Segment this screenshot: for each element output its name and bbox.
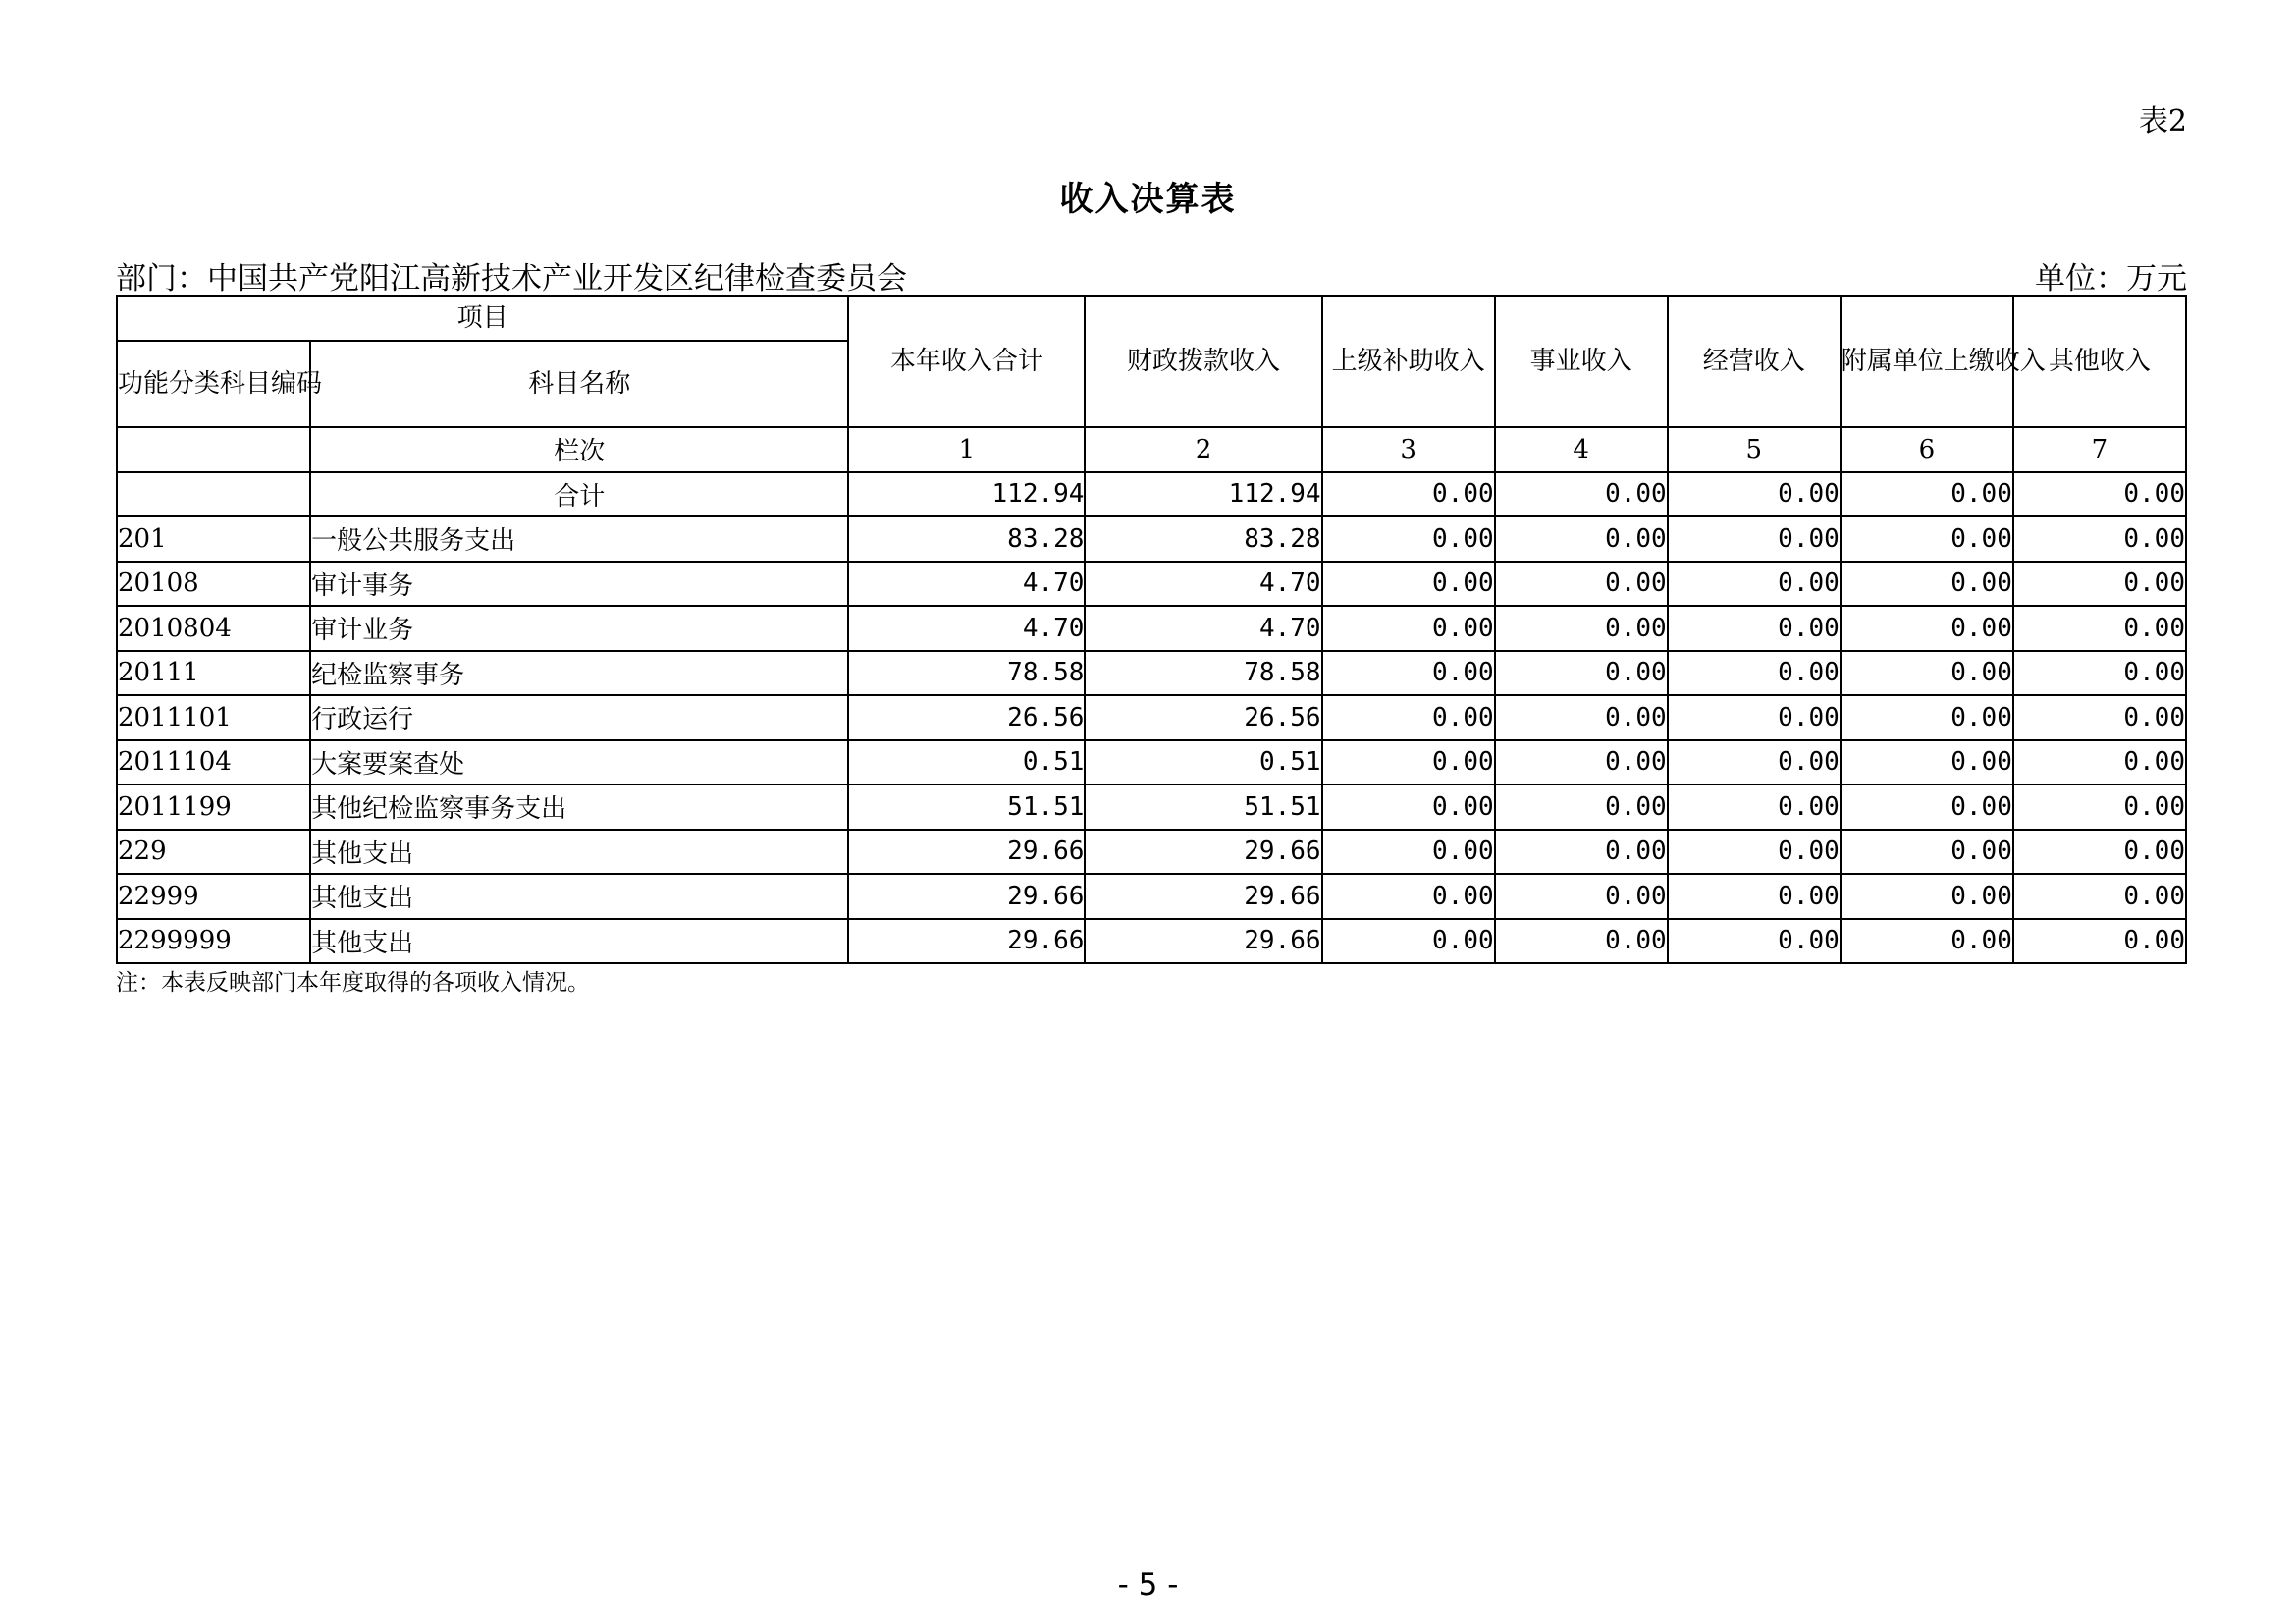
index-cell: 2 [1085,427,1321,472]
row-value: 0.00 [1495,695,1668,740]
row-name: 行政运行 [310,695,848,740]
row-value: 0.00 [1841,562,2013,607]
row-value: 0.00 [1668,830,1841,875]
row-value: 0.00 [1668,695,1841,740]
row-value: 0.00 [1322,919,1495,964]
row-value: 0.00 [2013,874,2186,919]
table-row [117,695,2186,740]
row-value: 0.00 [1322,606,1495,651]
row-value: 0.00 [1322,830,1495,875]
total-value: 0.00 [1322,472,1495,517]
header-col-1: 本年收入合计 [848,296,1085,427]
row-value: 0.00 [1495,740,1668,785]
header-col-3: 上级补助收入 [1322,296,1495,427]
index-label: 栏次 [310,427,848,472]
row-value: 0.00 [1668,874,1841,919]
row-value: 0.00 [1668,516,1841,562]
index-cell: 7 [2013,427,2186,472]
index-cell: 3 [1322,427,1495,472]
table-row [117,516,2186,562]
row-value: 0.00 [1322,740,1495,785]
table-row [117,785,2186,830]
index-cell: 4 [1495,427,1668,472]
column-index-row [117,427,2186,472]
row-value: 0.00 [1495,651,1668,696]
table-note: 注：本表反映部门本年度取得的各项收入情况。 [116,970,590,996]
row-name: 其他支出 [310,830,848,875]
row-code: 22999 [117,874,310,919]
row-value: 0.00 [1322,562,1495,607]
index-code-cell [117,427,310,472]
row-name: 其他纪检监察事务支出 [310,785,848,830]
row-value: 0.00 [1322,785,1495,830]
row-value: 0.00 [1495,874,1668,919]
total-value: 0.00 [2013,472,2186,517]
table-row [117,562,2186,607]
row-value: 0.00 [1495,516,1668,562]
row-name: 其他支出 [310,919,848,964]
row-value: 4.70 [848,606,1085,651]
row-value: 0.00 [1841,516,2013,562]
row-value: 0.00 [1841,785,2013,830]
row-code: 2011101 [117,695,310,740]
total-value: 0.00 [1668,472,1841,517]
row-value: 0.00 [1668,740,1841,785]
row-value: 0.51 [848,740,1085,785]
total-label: 合计 [310,472,848,517]
table-row [117,919,2186,964]
page-number: - 5 - [1117,1567,1179,1602]
row-value: 0.00 [1841,606,2013,651]
row-name: 一般公共服务支出 [310,516,848,562]
header-name: 科目名称 [310,341,848,427]
row-value: 26.56 [848,695,1085,740]
row-code: 20108 [117,562,310,607]
total-value: 112.94 [1085,472,1321,517]
row-value: 0.00 [1668,919,1841,964]
header-col-7: 其他收入 [2013,296,2186,427]
row-value: 0.00 [1668,606,1841,651]
row-name: 大案要案查处 [310,740,848,785]
row-value: 0.00 [1322,874,1495,919]
row-value: 0.00 [2013,695,2186,740]
header-col-2: 财政拨款收入 [1085,296,1321,427]
row-value: 4.70 [848,562,1085,607]
table-row [117,651,2186,696]
total-value: 0.00 [1495,472,1668,517]
row-name: 审计事务 [310,562,848,607]
row-value: 0.00 [2013,651,2186,696]
header-code: 功能分类科目编码 [117,341,310,427]
row-value: 0.00 [1668,785,1841,830]
row-value: 0.00 [1841,740,2013,785]
table-row [117,830,2186,875]
row-value: 29.66 [1085,830,1321,875]
row-value: 29.66 [1085,919,1321,964]
row-value: 0.51 [1085,740,1321,785]
table-row [117,606,2186,651]
row-value: 78.58 [848,651,1085,696]
row-value: 51.51 [1085,785,1321,830]
table-row [117,740,2186,785]
row-value: 4.70 [1085,606,1321,651]
row-value: 0.00 [1841,651,2013,696]
row-code: 2011104 [117,740,310,785]
row-value: 51.51 [848,785,1085,830]
row-value: 0.00 [2013,562,2186,607]
row-value: 0.00 [2013,740,2186,785]
row-code: 201 [117,516,310,562]
row-value: 0.00 [1841,919,2013,964]
table-row [117,874,2186,919]
header-col-4: 事业收入 [1495,296,1668,427]
row-value: 0.00 [1841,874,2013,919]
row-value: 26.56 [1085,695,1321,740]
income-table [116,295,2187,964]
department-label: 部门：中国共产党阳江高新技术产业开发区纪律检查委员会 [116,261,907,297]
row-value: 0.00 [1841,830,2013,875]
header-item: 项目 [117,296,848,341]
header-col-5: 经营收入 [1668,296,1841,427]
row-value: 0.00 [2013,516,2186,562]
row-value: 0.00 [1322,651,1495,696]
row-name: 其他支出 [310,874,848,919]
row-code: 20111 [117,651,310,696]
row-name: 审计业务 [310,606,848,651]
row-value: 0.00 [1495,606,1668,651]
row-value: 0.00 [1668,651,1841,696]
page-title: 收入决算表 [1059,180,1237,219]
index-cell: 5 [1668,427,1841,472]
row-value: 29.66 [848,830,1085,875]
row-value: 4.70 [1085,562,1321,607]
total-value: 0.00 [1841,472,2013,517]
row-value: 0.00 [1841,695,2013,740]
table-number: 表2 [2138,104,2187,138]
row-value: 29.66 [848,919,1085,964]
row-value: 29.66 [848,874,1085,919]
row-value: 0.00 [1495,830,1668,875]
row-value: 83.28 [1085,516,1321,562]
header-col-6: 附属单位上缴收入 [1841,296,2013,427]
unit-label: 单位：万元 [2035,261,2187,297]
row-code: 2010804 [117,606,310,651]
row-value: 0.00 [1322,695,1495,740]
row-code: 2299999 [117,919,310,964]
row-value: 0.00 [1495,785,1668,830]
row-value: 0.00 [2013,606,2186,651]
row-value: 0.00 [2013,830,2186,875]
total-row [117,472,2186,517]
row-value: 83.28 [848,516,1085,562]
row-code: 229 [117,830,310,875]
row-value: 78.58 [1085,651,1321,696]
row-value: 0.00 [1668,562,1841,607]
row-code: 2011199 [117,785,310,830]
row-value: 29.66 [1085,874,1321,919]
total-value: 112.94 [848,472,1085,517]
row-value: 0.00 [1322,516,1495,562]
row-name: 纪检监察事务 [310,651,848,696]
row-value: 0.00 [2013,785,2186,830]
total-code-cell [117,472,310,517]
index-cell: 6 [1841,427,2013,472]
index-cell: 1 [848,427,1085,472]
row-value: 0.00 [1495,919,1668,964]
row-value: 0.00 [1495,562,1668,607]
row-value: 0.00 [2013,919,2186,964]
